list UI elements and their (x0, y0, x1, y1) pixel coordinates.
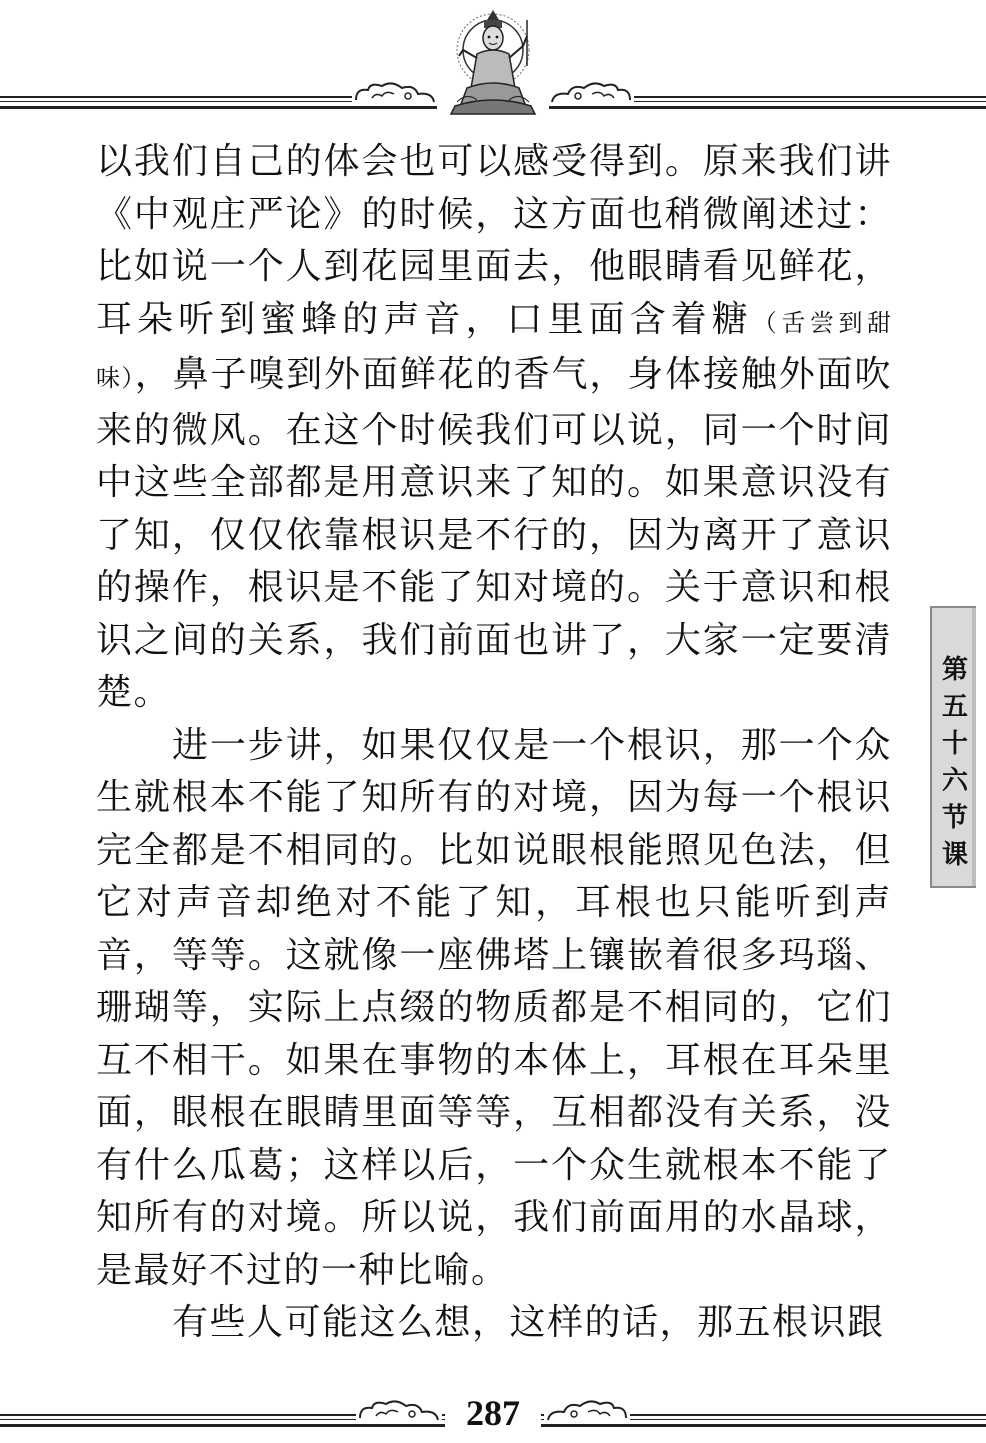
chapter-side-tab (930, 606, 976, 888)
paragraph-1-text-after: ，鼻子嗅到外面鲜花的香气，身体接触外面吹来的微风。在这个时候我们可以说，同一个时间中这些全部都是用意识来了知的。如果意识没有了知，仅仅依靠根识是不行的，因为离开了意识的操作，根识是不能了知对境的。关于意识和根识之间的关系，我们前面也讲了，大家一定要清楚。 (96, 354, 892, 713)
side-tab-char: 课 (941, 840, 968, 870)
footer-cloud-right-icon (544, 1398, 630, 1424)
footer-cloud-left-icon (356, 1398, 442, 1424)
side-tab-char: 十 (941, 729, 968, 759)
paragraph-2: 进一步讲，如果仅仅是一个根识，那一个众生就根本不能了知所有的对境，因为每一个根识完全都是不相同的。比如说眼根能照见色法，但它对声音却绝对不能了知，耳根也只能听到声音，等等。这就像一座佛塔上镶嵌着很多玛瑙、珊瑚等，实际上点缀的物质都是不相同的，它们互不相干。如果在事物的本体上，耳根在耳朵里面，眼根在眼睛里面等等，互相都没有关系，没有什么瓜葛；这样以后，一个众生就根本不能了知所有的对境。所以说，我们前面用的水晶球，是最好不过的一种比喻。 (96, 724, 892, 1291)
chapter-side-tab-label (932, 652, 978, 874)
paragraph-1 (96, 136, 892, 720)
page-number: 287 (466, 1393, 520, 1433)
side-tab-char: 第 (941, 655, 968, 685)
side-tab-char: 六 (941, 766, 968, 796)
cloud-ornament-right-icon (548, 80, 634, 106)
paragraph-1-text-before: 以我们自己的体会也可以感受得到。原来我们讲《中观庄严论》的时候，这方面也稍微阐述过：比如说一个人到花园里面去，他眼睛看见鲜花，耳朵听到蜜蜂的声音，口里面含着糖 (96, 141, 892, 340)
paragraph-1-note: （舌尝到甜味） (96, 308, 892, 392)
body-text (96, 136, 892, 1350)
cloud-ornament-left-icon (352, 80, 438, 106)
deity-figure-icon (437, 6, 549, 116)
side-tab-char: 节 (941, 803, 968, 833)
paragraph-3: 有些人可能这么想，这样的话，那五根识跟 (172, 1302, 885, 1343)
side-tab-char: 五 (941, 692, 968, 722)
